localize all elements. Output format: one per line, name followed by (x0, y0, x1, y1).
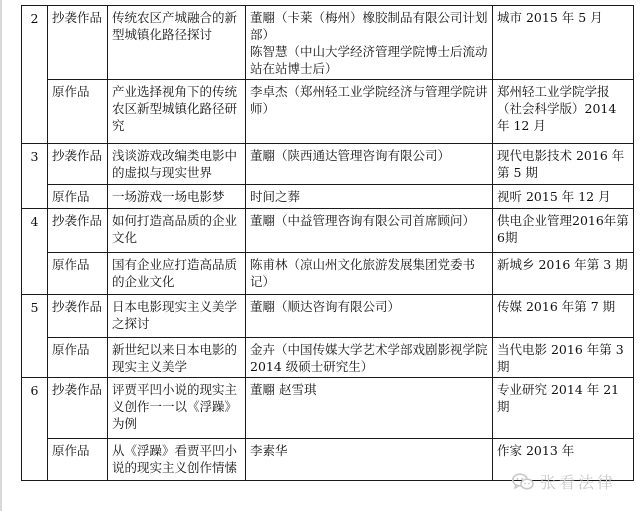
author-cell: 李素华 (246, 439, 493, 481)
watermark (512, 470, 616, 493)
table-row (22, 209, 634, 253)
author-cell: 时间之葬 (246, 185, 493, 209)
publication: 郑州轻工业学院学报（社会科学版）2014 年 12 月 (493, 80, 634, 144)
work-type: 原作品 (48, 439, 108, 481)
plagiarism-comparison-table (21, 5, 634, 481)
table-row (22, 6, 634, 80)
article-title: 日本电影现实主义美学之探讨 (108, 295, 246, 338)
author-cell: 董翢（中益管理咨询有限公司首席顾问） (246, 209, 493, 253)
table-row (22, 253, 634, 295)
work-type: 抄袭作品 (48, 295, 108, 338)
author-cell: 李卓杰（郑州轻工业学院经济与管理学院讲师） (246, 80, 493, 144)
article-title: 一场游戏一场电影梦 (108, 185, 246, 209)
publication: 视听 2015 年 12 月 (493, 185, 634, 209)
table-row (22, 378, 634, 439)
author-cell: 董翢（陕西通达管理咨询有限公司） (246, 144, 493, 185)
work-type: 抄袭作品 (48, 6, 108, 80)
article-title: 国有企业应打造高品质的企业文化 (108, 253, 246, 295)
article-title: 传统农区产城融合的新型城镇化路径探讨 (108, 6, 246, 80)
table-row (22, 80, 634, 144)
publication: 传媒 2016 年第 7 期 (493, 295, 634, 338)
author-line: 陈智慧（中山大学经济管理学院博士后流动站在站博士后） (250, 44, 488, 76)
table-row (22, 295, 634, 338)
case-number: 3 (22, 144, 48, 209)
publication: 专业研究 2014 年 21 期 (493, 378, 634, 439)
author-cell (246, 6, 493, 80)
author-cell: 董翢 赵雪琪 (246, 378, 493, 439)
publication: 新城乡 2016 年第 3 期 (493, 253, 634, 295)
publication: 城市 2015 年 5 月 (493, 6, 634, 80)
publication: 现代电影技术 2016 年第 5 期 (493, 144, 634, 185)
work-type: 原作品 (48, 253, 108, 295)
work-type: 原作品 (48, 338, 108, 378)
work-type: 抄袭作品 (48, 378, 108, 439)
case-number: 4 (22, 209, 48, 295)
table-row (22, 338, 634, 378)
publication: 供电企业管理2016年第6期 (493, 209, 634, 253)
publication: 作家 2013 年 (493, 439, 634, 481)
author-cell: 董翢（顺达咨询有限公司） (246, 295, 493, 338)
watermark-text: 张看法律 (540, 473, 617, 492)
author-line: 董翢（卡莱（梅州）橡胶制品有限公司计划部） (250, 10, 488, 42)
wechat-icon (512, 473, 534, 491)
case-number: 2 (22, 6, 48, 144)
table-row (22, 185, 634, 209)
article-title: 浅谈游戏改编类电影中的虚拟与现实世界 (108, 144, 246, 185)
article-title: 评贾平凹小说的现实主义创作一一以《浮躁》为例 (108, 378, 246, 439)
page-edge (0, 0, 2, 511)
case-number: 6 (22, 378, 48, 481)
case-number: 5 (22, 295, 48, 378)
work-type: 抄袭作品 (48, 209, 108, 253)
article-title: 从《浮躁》看贾平凹小说的现实主义创作情愫 (108, 439, 246, 481)
article-title: 如何打造高品质的企业文化 (108, 209, 246, 253)
article-title: 产业选择视角下的传统农区新型城镇化路径研究 (108, 80, 246, 144)
publication: 当代电影 2016 年第 3 期 (493, 338, 634, 378)
work-type: 原作品 (48, 185, 108, 209)
article-title: 新世纪以来日本电影的现实主义美学 (108, 338, 246, 378)
table-row (22, 144, 634, 185)
author-cell: 金卉（中国传媒大学艺术学部戏剧影视学院 2014 级硕士研究生） (246, 338, 493, 378)
author-cell: 陈甫林（凉山州文化旅游发展集团党委书记） (246, 253, 493, 295)
work-type: 抄袭作品 (48, 144, 108, 185)
work-type: 原作品 (48, 80, 108, 144)
